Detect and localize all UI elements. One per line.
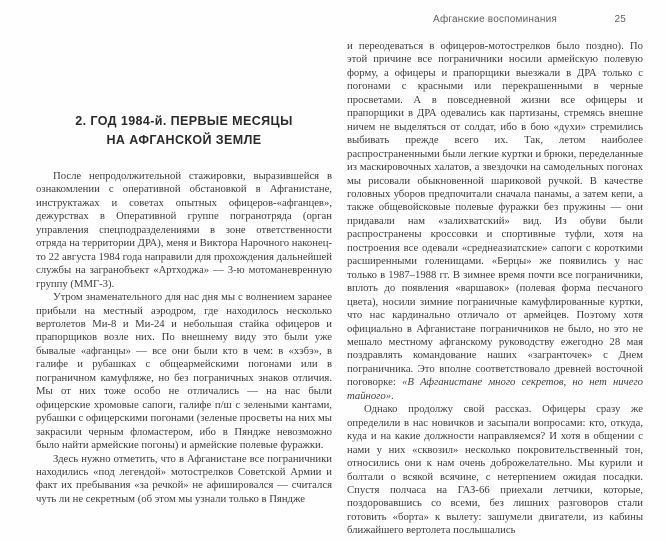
page-number: 25 — [614, 14, 626, 25]
paragraph: Утром знаменательного для нас дня мы с волнением заранее прибыли на местный аэродром, где находилось несколько вертолетов Ми-8 и Ми-24 и небольшая стайка офицеров и прапорщиков возле них. По внешнему виду это были уже бывалые «афганцы» — все они были кто в чем: в «хэбэ», в галифе и рубашках с общеармейскими погонами или в пограничном камуфляже, но без пограничных знаков отличия. Мы от них тоже особо не отличались — на нас были офицерские хромовые сапоги, галифе п/ш с зелеными кантами, рубашки с офицерскими погонами (зеленые просветы на них мы закрасили черным фломастером, ибо в Пяндже невозможно было найти армейские погоны) и армейские полевые фуражки. — [36, 291, 332, 452]
paragraph-continuation — [347, 40, 643, 403]
chapter-heading — [36, 112, 332, 150]
right-page-body — [347, 40, 643, 538]
paragraph-text: и переодеваться в офицеров-мотострелков было поздно). По этой причине все пограничники носили армейскую полевую форму, а офицеры и прапорщики выезжали в ДРА только с погонами с красными или перекрашенными в черные просветами. А в повседневной жизни все офицеры и прапорщики в ДРА одевались как партизаны, стремясь внешне ничем не выделяться от солдат, ибо в бою «духи» стремились выбивать прежде всего их. Так, летом наиболее распространенными были легкие куртки и брюки, переделанные из маскировочных халатов, а звездочки на самодельных погонах мы рисовали обыкновенной шариковой ручкой. В качестве головных уборов предпочитали сначала панамы, а затем кепи, а также общевойсковые полевые фуражки без пружины — они придавали нам «залихватский» вид. Из обуви были распространены кроссовки и спортивные туфли, хотя на построения все одевали «среднеазиатские» сапоги с короткими расширенными голенищами. «Берцы» же появились у нас только в 1987–1988 гг. В зимнее время почти все пограничники, вплоть до появления «варшавок» (полевая форма песчаного цвета), носили зимние пограничные камуфлированные куртки, что нас кардинально отличало от армейцев. Поэтому хотя официально в Афганистане пограничников не было, но это не мешало местному афганскому руководству ежегодно 28 мая поздравлять командование наших «загранточек» с Днем пограничника. Это вполне соответствовало древней восточной поговорке: — [347, 40, 643, 389]
running-header — [347, 14, 643, 30]
chapter-heading-line1: 2. ГОД 1984-й. ПЕРВЫЕ МЕСЯЦЫ — [75, 114, 293, 128]
paragraph: Однако продолжу свой рассказ. Офицеры сразу же определили в нас новичков и засыпали вопросами: кто, откуда, куда и на какие должности направляемся? И хотя в общении с нами у них «сквозил» несколько покровительственный тон, относились они к нам очень доброжелательно. Мы курили и болтали о всякой всячине, с нетерпением ожидая посадки. Спустя полчаса на ГАЗ-66 приехали летчики, которые, поздоровавшись со всеми, без лишних разговоров стали готовить «борта» к вылету: зашумели двигатели, из кабины ближайшего вертолета послышались — [347, 403, 643, 537]
chapter-heading-line2: НА АФГАНСКОЙ ЗЕМЛЕ — [106, 133, 262, 147]
paragraph-text: . — [391, 389, 394, 402]
page-left — [36, 0, 332, 540]
running-header-title: Афганские воспоминания — [432, 14, 558, 25]
proverb-italic-text: «В Афганистане много секретов, но нет ничего тайного» — [347, 376, 643, 402]
left-page-body — [36, 170, 332, 506]
paragraph: После непродолжительной стажировки, выразившейся в ознакомлении с оперативной обстановкой в Афганистане, инструктажах и советах опытных офицеров-«афганцев», дежурствах в Оперативной группе погранотряда (орган управления спецподразделениями в зоне ответственности отряда на территории ДРА), меня и Виктора Нарочного наконец-то 22 августа 1984 года направили для прохождения дальнейшей службы на загранобъект «Артходжа» — 3-ю мотоманевренную группу (ММГ-3). — [36, 170, 332, 290]
page-right — [347, 0, 643, 540]
paragraph: Здесь нужно отметить, что в Афганистане все пограничники находились «под легендой» мотострелков Советской Армии и факт их пребывания «за речкой» не афишировался — считался чуть ли не секретным (об этом мы узнали только в Пяндже — [36, 452, 332, 505]
